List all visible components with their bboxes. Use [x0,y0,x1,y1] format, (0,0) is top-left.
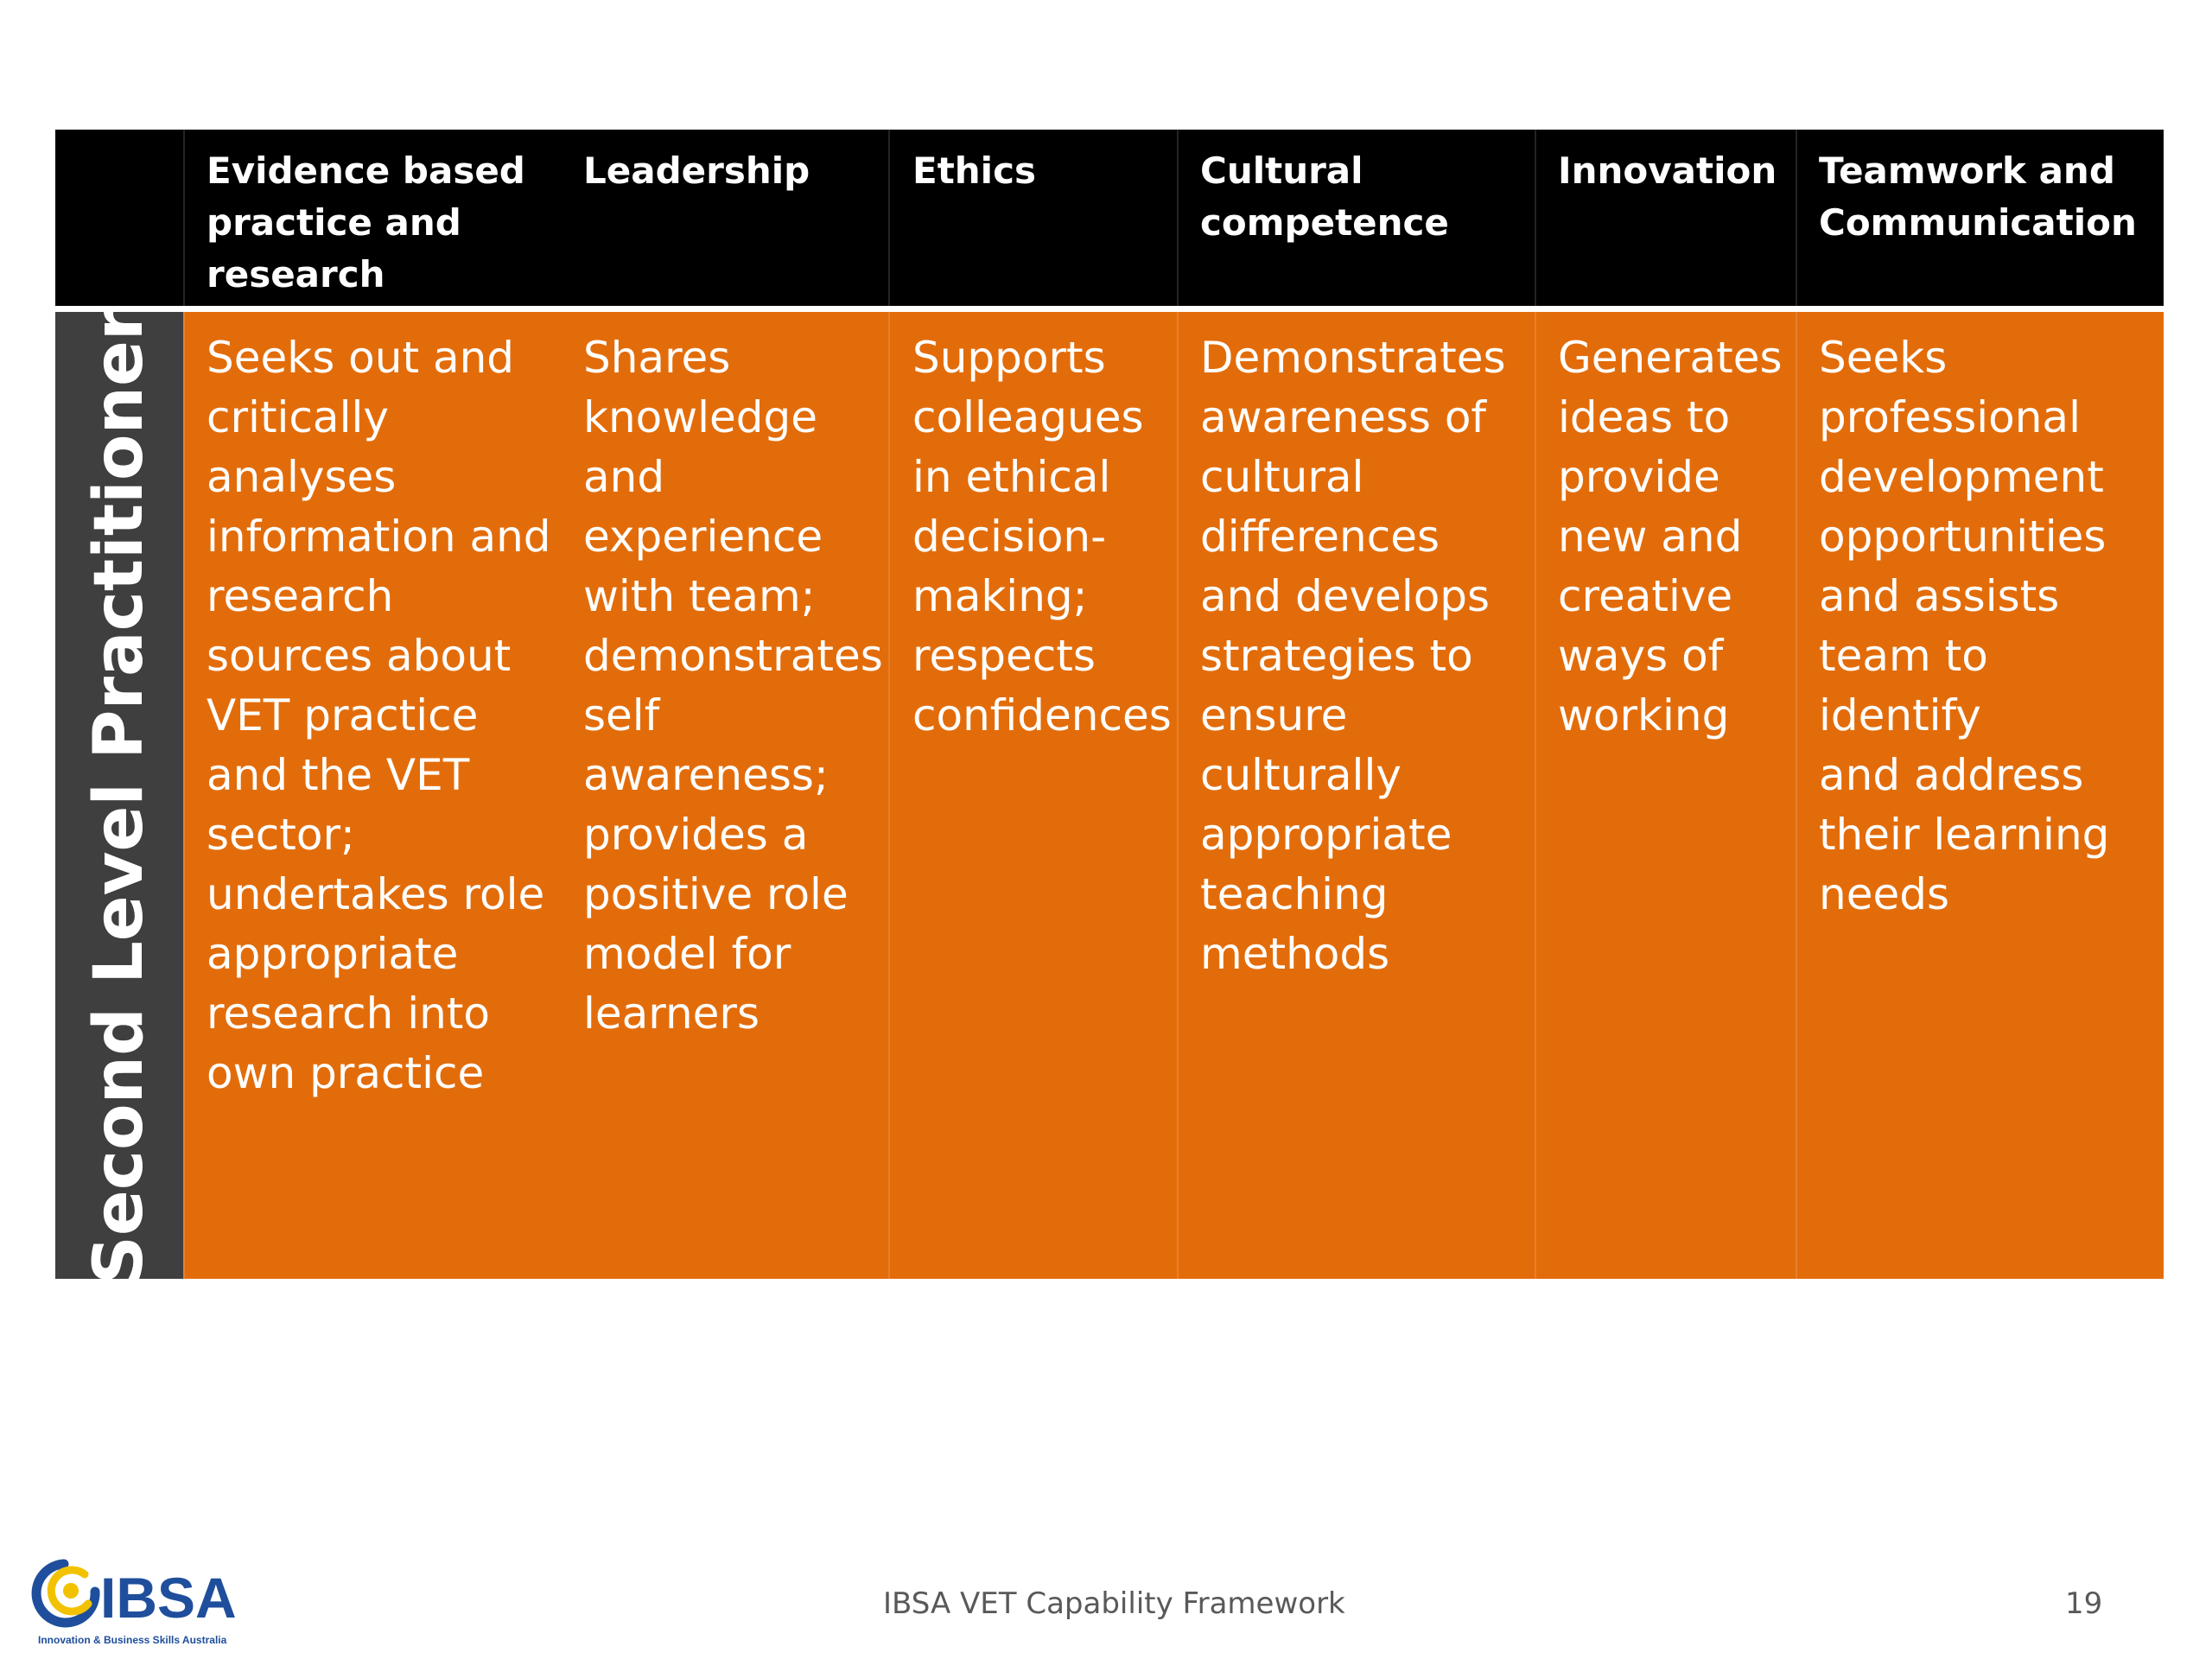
row-label-cell [55,307,183,1285]
cell-cultural: Demonstrates awareness of cultural differences and develops strategies to ensure culturally appropriate teaching methods [1200,333,1506,979]
logo-wordmark: IBSA [100,1566,237,1630]
column-separator [1796,130,1797,1279]
column-header-leadership: Leadership [583,149,810,192]
column-separator [888,130,890,1279]
column-header-innovation: Innovation [1558,149,1777,192]
column-separator [1535,130,1536,1279]
column-separator [183,130,185,1279]
cell-ethics: Supports colleagues in ethical decision- making; respects confidences [912,333,1172,741]
column-header-ethics: Ethics [912,149,1036,192]
column-header-evidence: Evidence based practice and research [207,149,525,296]
cell-leadership: Shares knowledge and experience with team; demonstrates self awareness; provides a positive role model for learners [583,333,883,1039]
ibsa-logo [21,1548,245,1650]
column-separator [1177,130,1179,1279]
capability-table [55,130,2164,1285]
header-divider [55,306,2164,312]
row-label: Second Level Practitioner [80,307,158,1285]
column-header-teamwork: Teamwork and Communication [1819,149,2137,244]
cell-teamwork: Seeks professional development opportunities and assists team to identify and address their learning needs [1819,333,2110,919]
cell-evidence: Seeks out and critically analyses information and research sources about VET practice and the VET sector; undertakes role appropriate research into own practice [207,333,551,1098]
cell-innovation: Generates ideas to provide new and creative ways of working [1558,333,1783,741]
footer-title: IBSA VET Capability Framework [883,1586,1345,1621]
page-number: 19 [2065,1586,2103,1621]
logo-tagline: Innovation & Business Skills Australia [38,1634,227,1646]
logo-center-dot [63,1583,79,1599]
column-header-cultural: Cultural competence [1200,149,1449,244]
